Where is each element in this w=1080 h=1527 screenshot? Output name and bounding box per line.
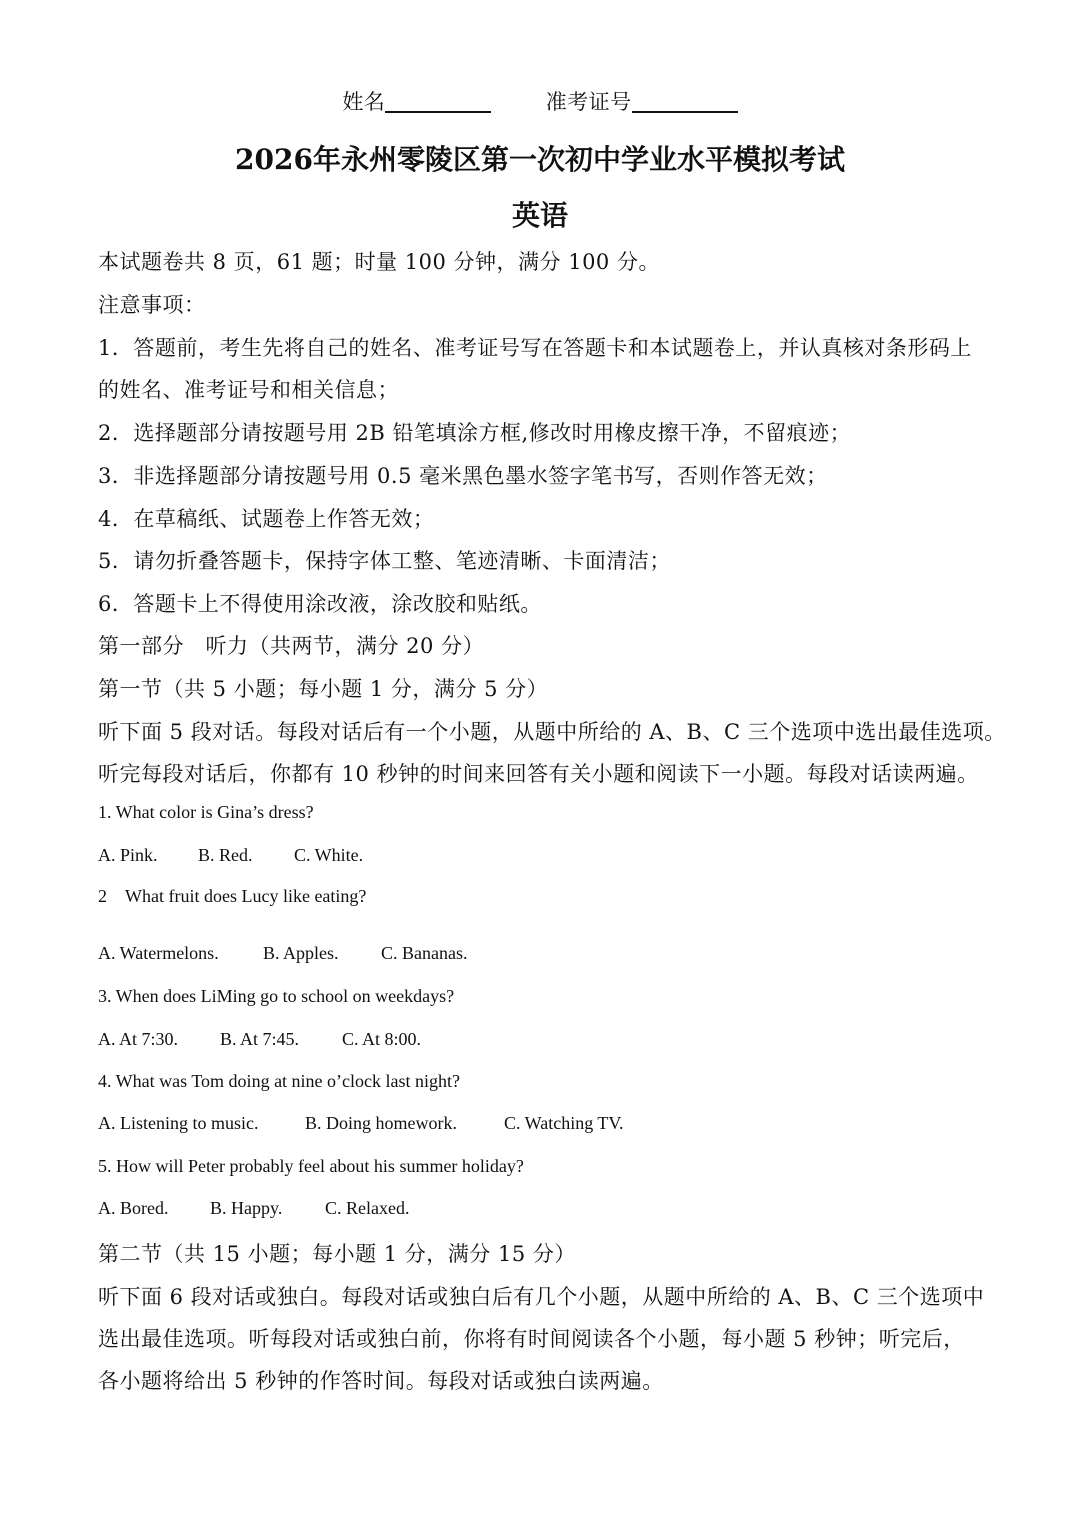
name-label: 姓名 — [342, 90, 386, 114]
option-a: A. Watermelons. — [98, 943, 219, 963]
question-5: 5. How will Peter probably feel about his summer holiday? — [98, 1156, 524, 1176]
question-4: 4. What was Tom doing at nine o’clock last night? — [98, 1071, 461, 1091]
option-b: B. Doing homework. — [305, 1113, 457, 1133]
options-3 — [98, 1029, 421, 1050]
question-3: 3. When does LiMing go to school on weekdays? — [98, 986, 455, 1006]
options-1 — [98, 845, 363, 866]
option-a: A. Bored. — [98, 1198, 169, 1218]
note-line: 的姓名、准考证号和相关信息； — [98, 378, 399, 402]
id-label: 准考证号 — [545, 90, 632, 114]
notes-heading: 注意事项： — [98, 293, 206, 317]
question-1: 1. What color is Gina’s dress? — [98, 802, 314, 822]
note-line: 2．选择题部分请按题号用 2B 铅笔填涂方框,修改时用橡皮擦干净，不留痕迹； — [98, 421, 852, 445]
note-line: 1．答题前，考生先将自己的姓名、准考证号写在答题卡和本试题卷上，并认真核对条形码上 — [98, 336, 972, 360]
question-2: 2 What fruit does Lucy like eating? — [98, 886, 367, 906]
note-line: 3．非选择题部分请按题号用 0.5 毫米黑色墨水签字笔书写，否则作答无效； — [98, 464, 828, 488]
option-a: A. Listening to music. — [98, 1113, 259, 1133]
candidate-fields — [0, 86, 1080, 116]
note-line: 6．答题卡上不得使用涂改液，涂改胶和贴纸。 — [98, 592, 542, 616]
option-c: C. Watching TV. — [504, 1113, 624, 1133]
option-b: B. Happy. — [210, 1198, 283, 1218]
exam-info: 本试题卷共 8 页，61 题；时量 100 分钟，满分 100 分。 — [98, 250, 660, 274]
options-5 — [98, 1198, 409, 1219]
options-4 — [98, 1113, 624, 1134]
section2-instruction: 选出最佳选项。听每段对话或独白前，你将有时间阅读各个小题，每小题 5 秒钟；听完后， — [98, 1327, 965, 1351]
section2-heading: 第二节（共 15 小题；每小题 1 分，满分 15 分） — [98, 1242, 576, 1266]
note-line: 4．在草稿纸、试题卷上作答无效； — [98, 507, 435, 531]
option-c: C. White. — [294, 845, 364, 865]
option-c: C. At 8:00. — [342, 1029, 422, 1049]
option-c: C. Bananas. — [381, 943, 468, 963]
section2-instruction: 听下面 6 段对话或独白。每段对话或独白后有几个小题，从题中所给的 A、B、C 三个选项中 — [98, 1285, 985, 1309]
subject-title: 英语 — [511, 199, 568, 232]
option-a: A. At 7:30. — [98, 1029, 179, 1049]
part1-heading: 第一部分 听力（共两节，满分 20 分） — [98, 634, 485, 658]
option-a: A. Pink. — [98, 845, 158, 865]
section1-instruction: 听下面 5 段对话。每段对话后有一个小题，从题中所给的 A、B、C 三个选项中选出最佳选项。 — [98, 720, 1006, 744]
option-b: B. At 7:45. — [220, 1029, 300, 1049]
section1-heading: 第一节（共 5 小题；每小题 1 分，满分 5 分） — [98, 677, 549, 701]
name-blank — [385, 89, 491, 113]
options-2 — [98, 943, 467, 964]
section1-instruction: 听完每段对话后，你都有 10 秒钟的时间来回答有关小题和阅读下一小题。每段对话读两遍。 — [98, 762, 979, 786]
option-b: B. Apples. — [263, 943, 339, 963]
option-b: B. Red. — [198, 845, 253, 865]
note-line: 5．请勿折叠答题卡，保持字体工整、笔迹清晰、卡面清洁； — [98, 549, 671, 573]
exam-title: 2026年永州零陵区第一次初中学业水平模拟考试 — [235, 143, 845, 176]
option-c: C. Relaxed. — [325, 1198, 410, 1218]
section2-instruction: 各小题将给出 5 秒钟的作答时间。每段对话或独白读两遍。 — [98, 1369, 664, 1393]
id-blank — [632, 89, 738, 113]
